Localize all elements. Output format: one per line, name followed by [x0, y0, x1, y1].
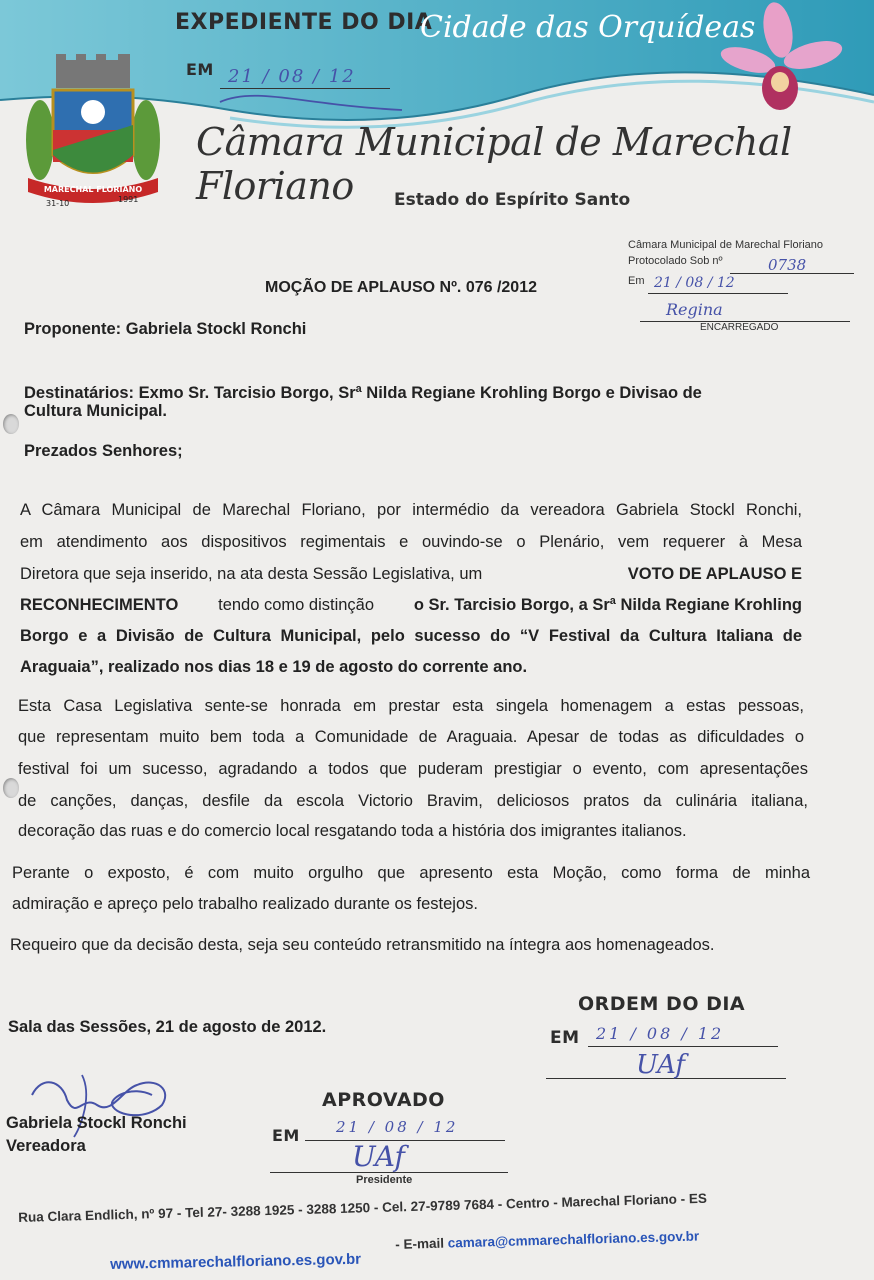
footer-website-link[interactable]: www.cmmarechalfloriano.es.gov.br: [110, 1250, 362, 1273]
expediente-signature-icon: [212, 88, 412, 114]
protocol-signature: Regina: [666, 300, 723, 319]
expediente-stamp-title: EXPEDIENTE DO DIA: [175, 10, 433, 35]
proponent: Proponente: Gabriela Stockl Ronchi: [24, 320, 307, 338]
p1-line3: [20, 565, 802, 584]
p1-line4-bold-a: RECONHECIMENTO: [20, 596, 179, 614]
municipal-crest-icon: [18, 50, 168, 220]
closing-place-date: Sala das Sessões, 21 de agosto de 2012.: [8, 1018, 327, 1036]
p1-line6: Araguaia”, realizado nos dias 18 e 19 de agosto do corrente ano.: [20, 658, 528, 676]
ordem-date: 21 / 08 / 12: [596, 1024, 725, 1043]
motion-title: MOÇÃO DE APLAUSO Nº. 076 /2012: [265, 279, 537, 296]
p2-line5: decoração das ruas e do comercio local resgatando toda a história dos imigrantes italianos.: [18, 822, 687, 840]
banner-slogan: Cidade das Orquídeas: [420, 10, 756, 45]
punch-hole-bottom: [3, 778, 19, 798]
footer-address: Rua Clara Endlich, nº 97 - Tel 27- 3288 1925 - 3288 1250 - Cel. 27-9789 7684 - Centro - Marechal Floriano - ES: [18, 1190, 708, 1225]
p2-line3: festival foi um sucesso, agradando a todos que puderam prestigiar o evento, com apresentações: [18, 760, 808, 778]
protocol-role: ENCARREGADO: [700, 322, 779, 333]
expediente-date: 21 / 08 / 12: [228, 66, 356, 87]
ordem-initials: UAf: [636, 1050, 686, 1080]
p3-line1: Perante o exposto, é com muito orgulho que apresento esta Moção, como forma de minha: [12, 864, 810, 882]
protocol-date: 21 / 08 / 12: [654, 275, 735, 291]
protocol-number: 0738: [768, 256, 807, 274]
aprovado-initials: UAf: [352, 1140, 405, 1173]
punch-hole-top: [3, 414, 19, 434]
p1-line3-text: Diretora que seja inserido, na ata desta Sessão Legislativa, um: [20, 565, 483, 583]
protocol-line1: Câmara Municipal de Marechal Floriano: [628, 239, 824, 251]
aprovado-stamp-title: APROVADO: [322, 1089, 445, 1111]
signer-role: Vereadora: [6, 1137, 86, 1155]
p1-line2: em atendimento aos dispositivos regimentais e ouvindo-se o Plenário, vem requerer à Mesa: [20, 533, 802, 551]
p1-line4-bold-b: o Sr. Tarcisio Borgo, a Srª Nilda Regiane Krohling: [413, 596, 802, 614]
aprovado-em-label: EM: [272, 1126, 300, 1145]
chamber-name: Câmara Municipal de Marechal Floriano: [196, 120, 792, 208]
signer-name: Gabriela Stockl Ronchi: [6, 1114, 187, 1132]
p1-line1: A Câmara Municipal de Marechal Floriano, por intermédio da vereadora Gabriela Stockl Ronchi,: [20, 501, 802, 519]
footer-email-row: [395, 1229, 699, 1252]
ordem-em-label: EM: [550, 1028, 580, 1048]
p3-line2: admiração e apreço pelo trabalho realizado durante os festejos.: [12, 895, 478, 913]
p4-line1: Requeiro que da decisão desta, seja seu conteúdo retransmitido na íntegra aos homenageados.: [10, 936, 715, 954]
p2-line1: Esta Casa Legislativa sente-se honrada em prestar esta singela homenagem a estas pessoas,: [18, 697, 804, 715]
footer-email-label: - E-mail: [395, 1235, 445, 1252]
crest-date-right: 1991: [118, 195, 139, 204]
footer-email-link[interactable]: camara@cmmarechalfloriano.es.gov.br: [447, 1228, 700, 1251]
crest-date-left: 31-10: [46, 199, 70, 208]
p1-line4-text: tendo como distinção: [218, 596, 375, 614]
aprovado-date: 21 / 08 / 12: [336, 1118, 459, 1136]
recipients-line1: Destinatários: Exmo Sr. Tarcisio Borgo, Srª Nilda Regiane Krohling Borgo e Divisao de: [24, 384, 702, 402]
state-name: Estado do Espírito Santo: [394, 190, 631, 210]
p2-line2: que representam muito bem toda a Comunidade de Araguaia. Apesar de todas as dificuldades o: [18, 728, 804, 746]
protocol-em-label: Em: [628, 275, 645, 287]
salutation: Prezados Senhores;: [24, 442, 183, 460]
p1-line4: [20, 596, 802, 615]
crest-ribbon-text: MARECHAL FLORIANO: [43, 185, 143, 194]
protocol-line2: Protocolado Sob nº: [628, 255, 723, 267]
aprovado-role: Presidente: [356, 1174, 413, 1186]
ordem-stamp-title: ORDEM DO DIA: [578, 993, 746, 1015]
p1-line5: Borgo e a Divisão de Cultura Municipal, pelo sucesso do “V Festival da Cultura Italiana de: [20, 627, 802, 645]
recipients-line2: Cultura Municipal.: [24, 402, 168, 420]
expediente-em-label: EM: [186, 60, 214, 79]
p1-line3-bold: VOTO DE APLAUSO E: [627, 565, 802, 583]
p2-line4: de canções, danças, desfile da escola Victorio Bravim, deliciosos pratos da culinária italiana,: [18, 792, 808, 810]
